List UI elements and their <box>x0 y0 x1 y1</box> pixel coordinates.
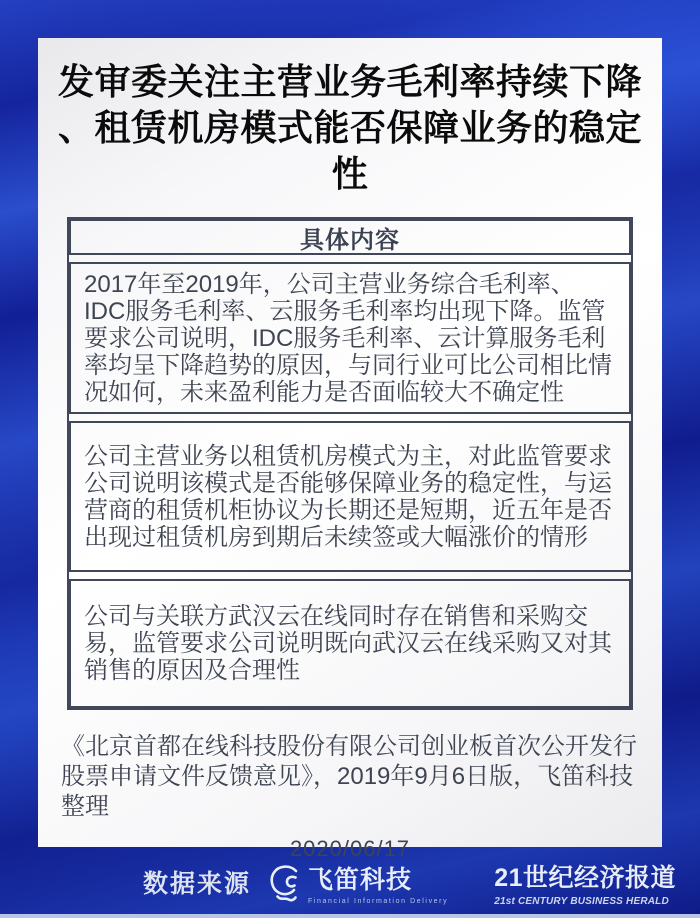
publisher-block <box>494 858 676 907</box>
feidi-brand-text <box>308 860 448 905</box>
poster-title <box>46 59 654 197</box>
publisher-name: 21世纪经济报道 <box>494 863 676 892</box>
table-row <box>69 262 631 414</box>
feidi-brand-name: 飞笛科技 <box>307 865 412 894</box>
table-header-cell: 具体内容 <box>69 219 631 255</box>
footer-bar <box>0 854 700 910</box>
table-row <box>69 421 631 572</box>
poster-title-line1: 发审委关注主营业务毛利率持续下降 <box>57 61 642 102</box>
data-source-group <box>143 860 448 905</box>
publisher-name-en: 21st CENTURY BUSINESS HERALD <box>494 895 669 907</box>
table-row-text: 2017年至2019年，公司主营业务综合毛利率、IDC服务毛利率、云服务毛利率均出现下降。监管要求公司说明，IDC服务毛利率、云计算服务毛利率均呈下降趋势的原因，与同行业可比公司相比情况如何，未来盈利能力是否面临较大不确定性 <box>84 270 612 406</box>
feidi-brand <box>265 860 448 905</box>
content-table <box>67 217 633 710</box>
feidi-brand-tagline: Financial Information Delivery <box>307 897 449 905</box>
source-citation: 《北京首都在线科技股份有限公司创业板首次公开发行股票申请文件反馈意见》，2019年9月6日版，飞笛科技整理 <box>61 733 637 820</box>
bottom-accent-strip <box>0 914 700 918</box>
data-source-label: 数据来源 <box>142 870 251 898</box>
poster-title-line2: 、租赁机房模式能否保障业务的稳定性 <box>57 107 642 194</box>
feidi-whale-icon <box>265 860 303 904</box>
table-row-text: 公司主营业务以租赁机房模式为主，对此监管要求公司说明该模式是否能够保障业务的稳定性，与运营商的租赁机柜协议为长期还是短期，近五年是否出现过租赁机房到期后未续签或大幅涨价的情形 <box>84 442 612 551</box>
table-row-text: 公司与关联方武汉云在线同时存在销售和采购交易，监管要求公司说明既向武汉云在线采购又对其销售的原因及合理性 <box>84 603 612 684</box>
publish-date: 2020/06/17 <box>289 836 411 861</box>
infographic-card <box>38 38 662 861</box>
table-row <box>69 579 631 708</box>
